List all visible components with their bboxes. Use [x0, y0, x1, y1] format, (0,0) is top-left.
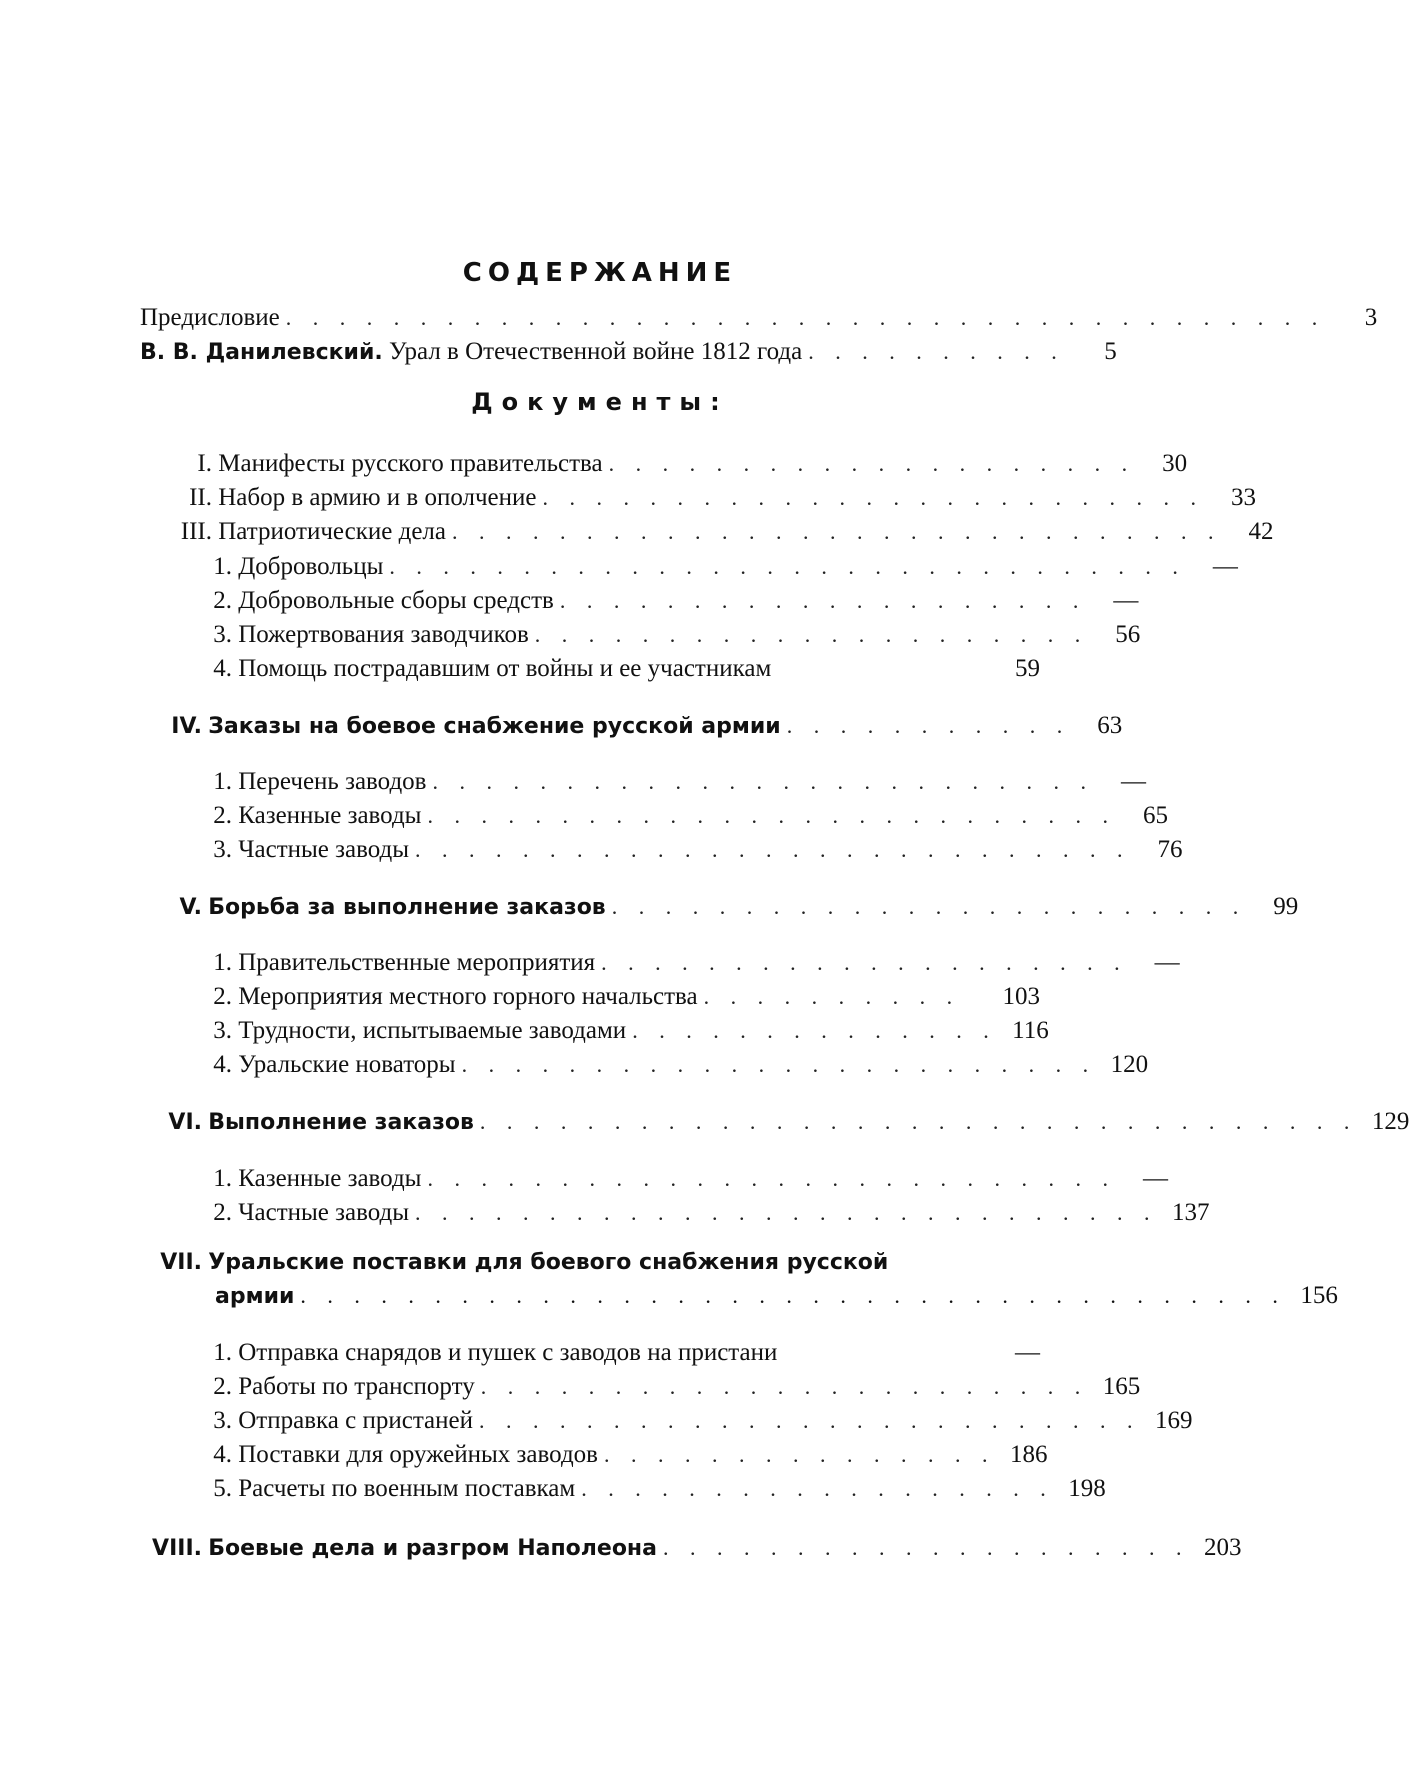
dot-leader: . . . . . . . . . . . . . . . . . . . . — [559, 588, 1087, 613]
toc-section-1[interactable] — [160, 448, 1188, 480]
dot-leader: . . . . . . . . . . . . . . . . . . . . . . . . . . . . . . . . . — [479, 1109, 1358, 1134]
toc-item[interactable] — [208, 1049, 1149, 1081]
section-page: 63 — [1097, 712, 1123, 739]
dot-leader: . . . . . . . . . . . . . . . . . . . . . . . . . — [432, 769, 1094, 794]
item-number: 2. — [213, 1199, 232, 1226]
toc-item[interactable] — [208, 1163, 1168, 1195]
dot-leader: . . . . . . . . . . . . . . . . . . . . . . . . — [611, 894, 1247, 919]
section-number: IV. — [171, 714, 202, 739]
item-number: 3. — [213, 1017, 232, 1044]
item-number: 2. — [213, 802, 232, 829]
item-label: Отправка снарядов и пушек с заводов на пристани — [238, 1339, 778, 1366]
entry-page: 5 — [1104, 338, 1117, 365]
item-label: Казенные заводы — [238, 1165, 422, 1192]
item-label: Добровольцы — [238, 553, 384, 580]
item-number: 3. — [213, 621, 232, 648]
toc-section-2[interactable] — [160, 482, 1256, 514]
toc-item[interactable] — [208, 619, 1141, 651]
section-label: Заказы на боевое снабжение русской армии — [208, 714, 781, 739]
toc-item[interactable] — [208, 653, 1040, 685]
item-number: 3. — [213, 836, 232, 863]
item-page: — — [1154, 949, 1180, 976]
item-page: — — [1142, 1165, 1168, 1192]
item-number: 4. — [213, 1441, 232, 1468]
dot-leader: . . . . . . . . . . . . . . . . . . . . . . . . . — [542, 485, 1204, 510]
section-page: 33 — [1231, 484, 1256, 511]
toc-item[interactable] — [208, 766, 1146, 798]
toc-item[interactable] — [208, 1371, 1141, 1403]
toc-item[interactable] — [208, 834, 1183, 866]
dot-leader: . . . . . . . . . . . . . . . . . . . . . . . . . . . . — [415, 1200, 1158, 1225]
section-label: Боевые дела и разгром Наполеона — [208, 1536, 657, 1561]
item-number: 5. — [213, 1475, 232, 1502]
dot-leader: . . . . . . . . . . . . . . . . . . . . . . . . . — [479, 1408, 1141, 1433]
item-label: Частные заводы — [238, 836, 410, 863]
section-label: Выполнение заказов — [208, 1110, 474, 1135]
toc-item[interactable] — [208, 1337, 1040, 1369]
toc-item[interactable] — [208, 1015, 1049, 1047]
item-page: 116 — [1012, 1017, 1049, 1044]
item-number: 4. — [213, 1051, 232, 1078]
item-number: 2. — [213, 587, 232, 614]
dot-leader: . . . . . . . . . . . . . . . . . . — [581, 1476, 1054, 1501]
entry-author: В. В. Данилевский. — [140, 340, 383, 365]
item-page: 186 — [1009, 1441, 1048, 1468]
item-label: Помощь пострадавшим от войны и ее участникам — [238, 655, 772, 682]
toc-section-6[interactable] — [140, 1106, 1409, 1138]
section-number: II. — [189, 484, 212, 511]
dot-leader: . . . . . . . . . . . . . . . . . . . . . . . . . . . . . . . . . . . . . . . — [285, 305, 1326, 330]
section-number: VII. — [160, 1250, 202, 1275]
entry-label: Предисловие — [140, 304, 280, 331]
section-number: V. — [179, 895, 202, 920]
item-number: 1. — [213, 768, 232, 795]
dot-leader: . . . . . . . . . . . . . . . . . . . . . . . . . . — [427, 1166, 1116, 1191]
toc-item[interactable] — [208, 585, 1139, 617]
item-page: 120 — [1110, 1051, 1149, 1078]
item-label: Уральские новаторы — [238, 1051, 456, 1078]
toc-section-8[interactable] — [130, 1532, 1242, 1564]
item-label: Отправка с пристаней — [238, 1407, 474, 1434]
item-label: Поставки для оружейных заводов — [238, 1441, 598, 1468]
item-page: 76 — [1157, 836, 1183, 863]
item-page: 56 — [1115, 621, 1141, 648]
toc-item[interactable] — [208, 800, 1168, 832]
item-page: 103 — [1002, 983, 1040, 1010]
dot-leader: . . . . . . . . . . . . . . . . . . . . — [601, 950, 1128, 975]
section-number: I. — [197, 450, 212, 477]
dot-leader: . . . . . . . . . . . . . . . . . . . . . . . — [480, 1374, 1089, 1399]
section-page: 42 — [1248, 518, 1274, 545]
section-page: 156 — [1300, 1282, 1338, 1309]
item-label: Добровольные сборы средств — [238, 587, 554, 614]
item-number: 2. — [213, 983, 232, 1010]
dot-leader: . . . . . . . . . . . . . . . . . . . . . . . . . . . . . — [451, 519, 1222, 544]
section-label: Манифесты русского правительства — [218, 450, 603, 477]
item-number: 4. — [213, 655, 232, 682]
item-page: 198 — [1068, 1475, 1106, 1502]
item-page: 169 — [1155, 1407, 1193, 1434]
section-label: Борьба за выполнение заказов — [208, 895, 606, 920]
toc-item[interactable] — [208, 1197, 1210, 1229]
dot-leader: . . . . . . . . . . . . . . . . . . . . . . . . . . — [427, 803, 1116, 828]
dot-leader: . . . . . . . . . . . . . . . . . . . . — [608, 451, 1136, 476]
item-number: 3. — [213, 1407, 232, 1434]
toc-section-3[interactable] — [160, 516, 1274, 548]
toc-item[interactable] — [208, 981, 1040, 1013]
item-label: Пожертвования заводчиков — [238, 621, 529, 648]
section-label-continued: армии — [215, 1284, 295, 1309]
item-page: 137 — [1172, 1199, 1210, 1226]
dot-leader: . . . . . . . . . . . . . . . . . . . . — [662, 1535, 1190, 1560]
dot-leader: . . . . . . . . . . . . . . — [632, 1018, 997, 1043]
toc-item[interactable] — [208, 1473, 1106, 1505]
item-page: 59 — [1015, 655, 1040, 682]
section-page: 30 — [1162, 450, 1188, 477]
item-page: 65 — [1142, 802, 1168, 829]
toc-section-7-continued[interactable] — [215, 1280, 1338, 1312]
section-page: 129 — [1371, 1108, 1409, 1135]
dot-leader: . . . . . . . . . . . — [786, 713, 1071, 738]
item-page: — — [1015, 1339, 1040, 1366]
toc-entry-preface[interactable] — [140, 302, 1378, 334]
section-number: III. — [180, 518, 212, 545]
item-page: 165 — [1102, 1373, 1141, 1400]
section-number: VI. — [168, 1110, 202, 1135]
toc-item[interactable] — [208, 947, 1180, 979]
item-label: Правительственные мероприятия — [238, 949, 596, 976]
item-label: Трудности, испытываемые заводами — [238, 1017, 627, 1044]
item-number: 1. — [213, 1165, 232, 1192]
item-label: Казенные заводы — [238, 802, 422, 829]
item-page: — — [1212, 553, 1238, 580]
dot-leader: . . . . . . . . . . . . . . . — [603, 1442, 996, 1467]
documents-heading: Документы: — [471, 388, 729, 416]
section-label: Патриотические дела — [218, 518, 446, 545]
section-page: 99 — [1273, 893, 1299, 920]
toc-section-4[interactable] — [140, 710, 1123, 742]
page-title: СОДЕРЖАНИЕ — [462, 258, 738, 288]
dot-leader: . . . . . . . . . . — [808, 339, 1065, 364]
entry-page: 3 — [1364, 304, 1378, 331]
item-number: 1. — [213, 949, 232, 976]
toc-section-7[interactable] — [140, 1246, 1040, 1278]
item-number: 2. — [213, 1373, 232, 1400]
item-label: Перечень заводов — [238, 768, 427, 795]
toc-item[interactable] — [208, 1439, 1048, 1471]
entry-label: Урал в Отечественной войне 1812 года — [389, 338, 803, 365]
item-label: Работы по транспорту — [238, 1373, 475, 1400]
toc-entry-introduction[interactable] — [140, 336, 1117, 368]
dot-leader: . . . . . . . . . . . . . . . . . . . . . . . . . . . — [415, 837, 1131, 862]
item-number: 1. — [213, 553, 232, 580]
item-page: — — [1120, 768, 1146, 795]
section-label: Уральские поставки для боевого снабжения русской — [208, 1250, 889, 1275]
toc-section-5[interactable] — [140, 891, 1299, 923]
dot-leader: . . . . . . . . . . — [703, 984, 961, 1009]
item-page: — — [1113, 587, 1139, 614]
section-number: VIII. — [152, 1536, 202, 1561]
toc-item[interactable] — [208, 1405, 1193, 1437]
toc-item[interactable] — [208, 551, 1238, 583]
section-label: Набор в армию и в ополчение — [218, 484, 537, 511]
dot-leader: . . . . . . . . . . . . . . . . . . . . . . . . — [461, 1052, 1097, 1077]
dot-leader: . . . . . . . . . . . . . . . . . . . . . . . . . . . . . . — [389, 554, 1186, 579]
item-label: Расчеты по военным поставкам — [238, 1475, 576, 1502]
item-label: Частные заводы — [238, 1199, 410, 1226]
item-number: 1. — [213, 1339, 232, 1366]
item-label: Мероприятия местного горного начальства — [238, 983, 698, 1010]
dot-leader: . . . . . . . . . . . . . . . . . . . . . — [534, 622, 1089, 647]
dot-leader: . . . . . . . . . . . . . . . . . . . . . . . . . . . . . . . . . . . . . — [300, 1283, 1286, 1308]
section-page: 203 — [1203, 1534, 1242, 1561]
